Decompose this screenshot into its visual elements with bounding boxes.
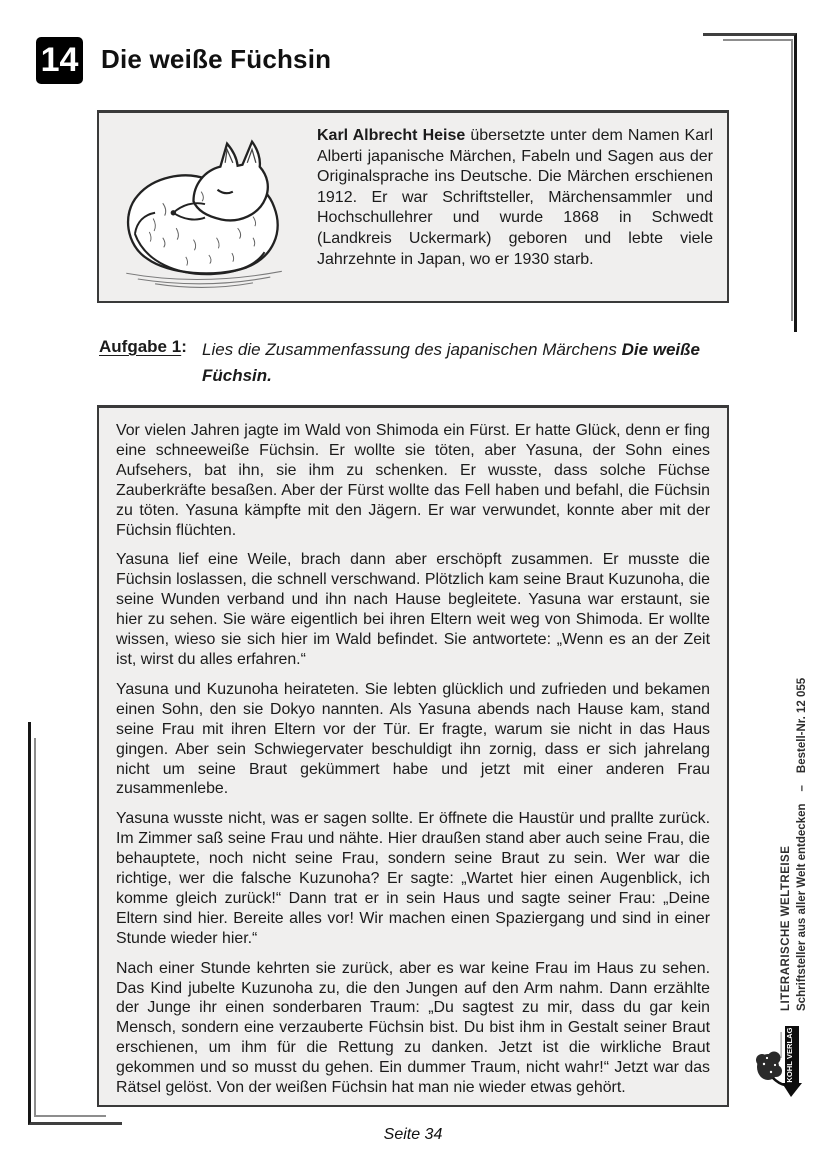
- corner-bracket-top-right-inner: [723, 39, 793, 321]
- story-paragraph: Yasuna lief eine Weile, brach dann aber erschöpft zusammen. Er musste die Füchsin loslassen, die schnell verschwand. Plötzlich kam seine Braut Kuzunoha, die seine Wunden verband und ihn nach Hause begleitete. Yasuna war erstaunt, sie hier zu sehen. Sie wäre eigentlich bei ihren Eltern weit weg von Shimoda. Er wollte wissen, wieso sie sich hier im Wald befindet. Sie antwortete: „Wenn es an der Zeit ist, wirst du alles erfahren.“: [116, 551, 710, 668]
- page-number: Seite 34: [383, 1126, 443, 1143]
- task-instruction-text: Lies die Zusammenfassung des japanischen Märchens: [202, 340, 617, 359]
- series-title: LITERARISCHE WELTREISE: [780, 845, 792, 1011]
- lesson-number-badge: 14: [36, 37, 83, 84]
- series-subtitle: Schriftsteller aus aller Welt entdecken: [796, 803, 808, 1011]
- story-paragraph: Yasuna wusste nicht, was er sagen sollte. Er öffnete die Haustür und prallte zurück. Im Zimmer saß seine Frau und nähte. Hier draußen stand aber auch seine Frau, die behauptete, noch nicht seine Frau, sondern seine Braut zu sein. Wer war die richtige, wer die falsche Kuzunoha? Er sagte: „Wartet hier einen Augenblick, ich komme gleich zurück!“ Dann trat er in sein Haus und sagte seiner Frau: „Deine Eltern sind hier. Bereite alles vor! Wir machen einen Spaziergang und sind in einer Stunde wieder hier.“: [116, 810, 710, 947]
- story-paragraph: Nach einer Stunde kehrten sie zurück, aber es war keine Frau im Haus zu sehen. Das Kind jubelte Kuzunoha zu, die den Jungen auf den Arm nahm. Dann erzählte der Junge ihr einen sonderbaren Traum: „Du sagtest zu mir, dass du gar kein Mensch, sondern eine verzauberte Füchsin bist. Du bist ihm in Gestalt seiner Braut erschienen, um ihm für die Rettung zu danken. Jetzt ist die wirkliche Braut gekommen und so musst du gehen. Ein dummer Traum, nicht wahr!“ Jetzt war das Rätsel gelöst. Von der weißen Füchsin hat man nie wieder etwas gehört.: [116, 959, 710, 1097]
- task-label: Aufgabe 1: [99, 337, 182, 356]
- author-bio-body: übersetzte unter dem Namen Karl Alberti japanische Märchen, Fabeln und Sagen aus der Originalsprache ins Deutsche. Die Märchen erschienen 1912. Er war Schriftsteller, Märchensammler und Hochschullehrer und wurde 1868 in Schwedt (Landkreis Uckermark) geboren und lebte viele Jahrzehnte in Japan, wo er 1930 starb.: [317, 127, 713, 268]
- story-paragraph: Vor vielen Jahren jagte im Wald von Shimoda ein Fürst. Er hatte Glück, denn er fing eine schneeweiße Füchsin. Er wollte sie töten, aber Yasuna, der Sohn eines Aufsehers, bat ihn, sie ihm zu schenken. Er wusste, dass solche Füchse Zauberkräfte besaßen. Aber der Fürst wollte das Fell haben und befahl, die Füchsin zu töten. Yasuna kämpfte mit den Jägern. Er war verwundet, konnte aber mit der Füchsin flüchten.: [116, 422, 710, 539]
- publisher-logo: [754, 1024, 806, 1104]
- fox-illustration: [107, 122, 303, 292]
- page-title: Die weiße Füchsin: [101, 44, 332, 74]
- task-instruction-emphasis: Die weiße Füchsin.: [202, 340, 700, 386]
- corner-bracket-bottom-left-inner: [34, 738, 106, 1117]
- author-bio-text: [317, 126, 713, 292]
- series-info-sidebar: [780, 677, 808, 1011]
- publisher-name: KOHL VERLAG: [785, 1027, 794, 1083]
- task-label-wrap: [99, 337, 202, 390]
- series-separator: –: [796, 785, 808, 792]
- publisher-banner: [782, 1026, 802, 1097]
- author-name: Karl Albrecht Heise: [317, 127, 466, 144]
- curled-fox-icon: [109, 124, 301, 290]
- task-row: [99, 337, 724, 390]
- story-box: [97, 405, 729, 1107]
- series-subtitle-line: [796, 677, 808, 1011]
- task-instruction: [202, 337, 707, 390]
- author-info-box: [97, 110, 729, 303]
- slogan-microtext: [781, 1032, 782, 1058]
- task-label-colon: :: [181, 337, 187, 356]
- story-paragraph: Yasuna und Kuzunoha heirateten. Sie lebten glücklich und zufrieden und bekamen einen Sohn, den sie Dokyo nannten. Als Yasuna abends nach Hause kam, stand seine Frau mit ihren Eltern vor der Tür. Er fragte, warum sie nicht in das Haus gingen. Aber sein Schwiegervater beschuldigt ihn zornig, dass er sich jahrelang nicht um seine Braut gekümmert habe und jetzt mit einer anderen Frau zusammenlebe.: [116, 680, 710, 798]
- order-number: Bestell-Nr. 12 055: [796, 677, 808, 774]
